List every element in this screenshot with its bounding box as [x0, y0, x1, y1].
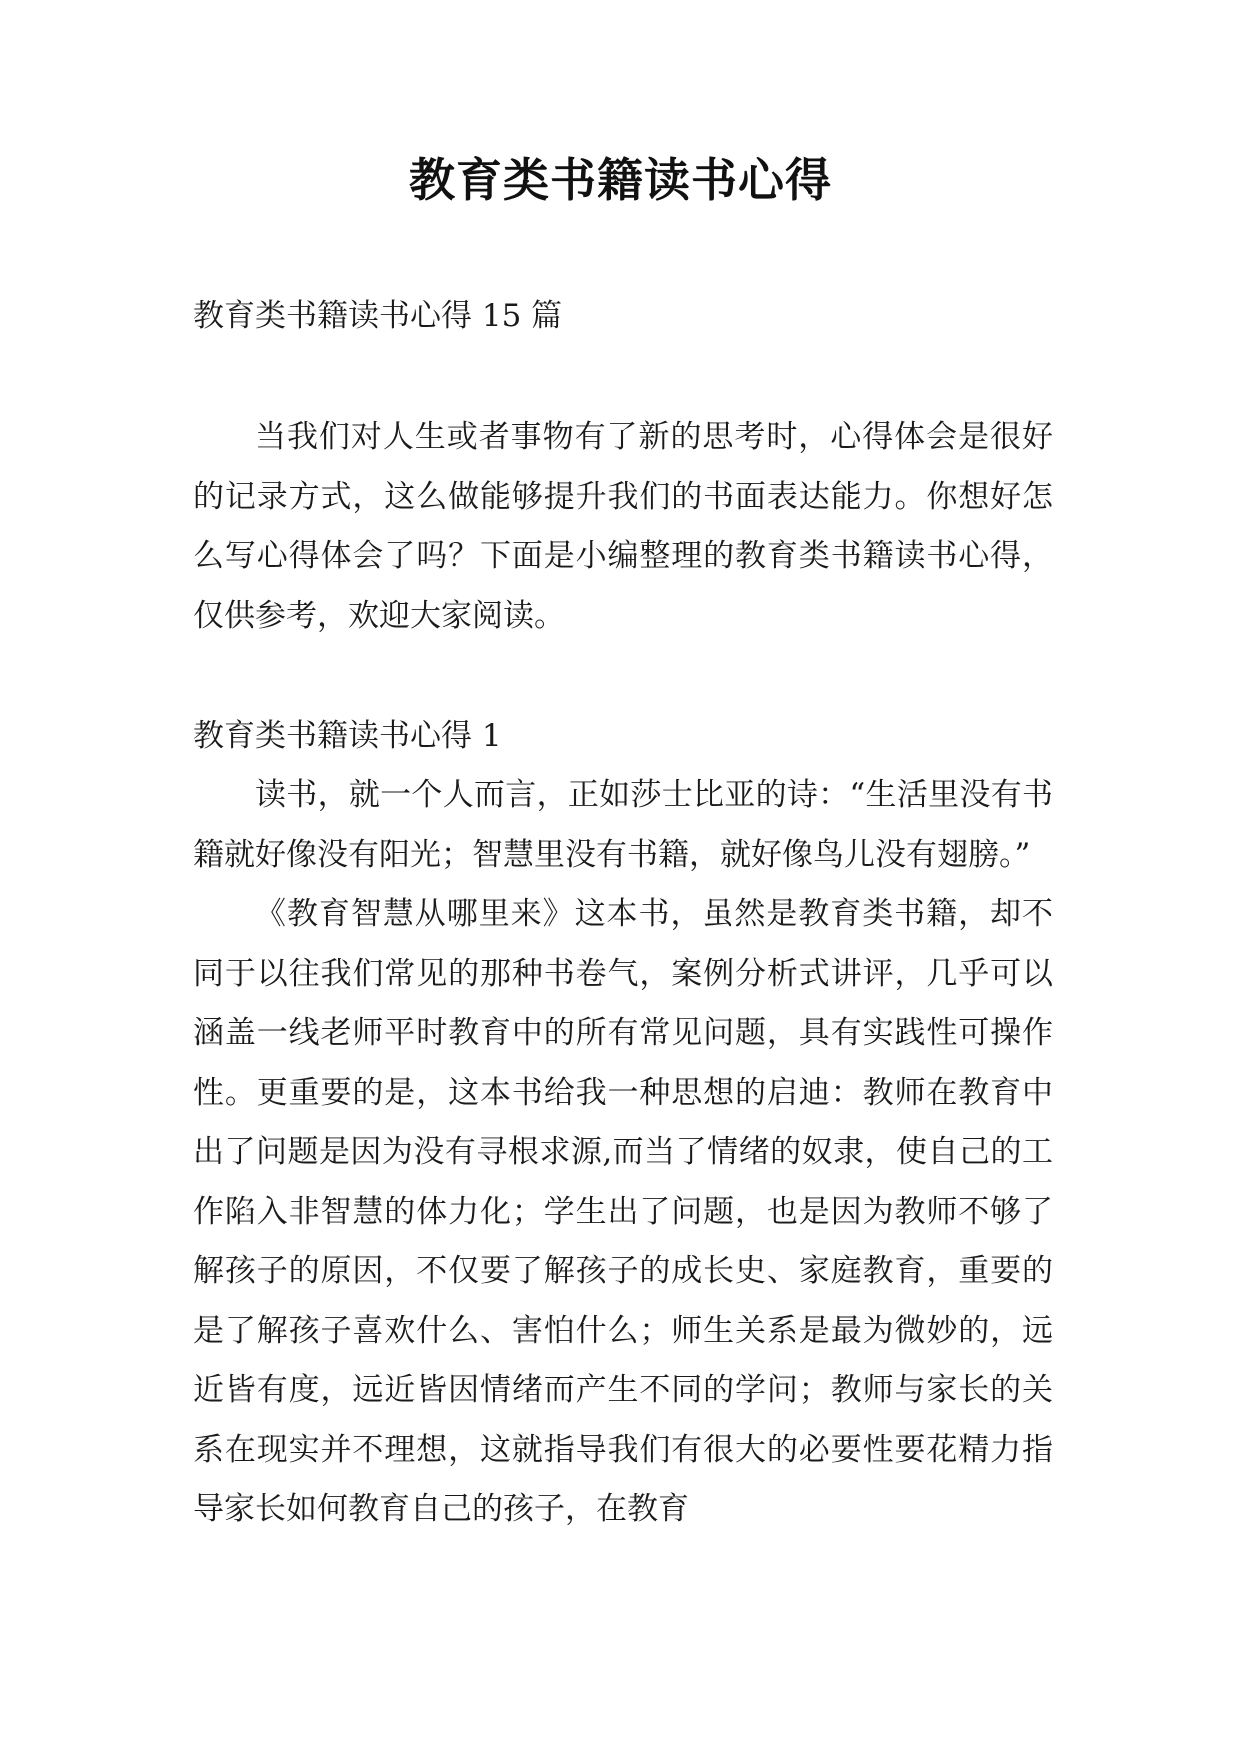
- document-subtitle: 教育类书籍读书心得 15 篇: [193, 298, 563, 334]
- section-paragraph: 读书，就一个人而言，正如莎士比亚的诗：“生活里没有书籍就好像没有阳光；智慧里没有书籍，就好像鸟儿没有翅膀。”: [193, 777, 1053, 873]
- document-body: [193, 286, 1053, 1540]
- document-title: 教育类书籍读书心得: [409, 153, 832, 207]
- intro-paragraph: 当我们对人生或者事物有了新的思考时，心得体会是很好的记录方式，这么做能够提升我们的书面表达能力。你想好怎么写心得体会了吗？下面是小编整理的教育类书籍读书心得，仅供参考，欢迎大家阅读。: [193, 419, 1053, 634]
- section-heading: 教育类书籍读书心得 1: [193, 718, 502, 754]
- section-1: [193, 706, 1053, 1540]
- section-paragraph: 《教育智慧从哪里来》这本书，虽然是教育类书籍，却不同于以往我们常见的那种书卷气，案例分析式讲评，几乎可以涵盖一线老师平时教育中的所有常见问题，具有实践性可操作性。更重要的是，这本书给我一种思想的启迪：教师在教育中出了问题是因为没有寻根求源,而当了情绪的奴隶，使自己的工作陷入非智慧的体力化；学生出了问题，也是因为教师不够了解孩子的原因，不仅要了解孩子的成长史、家庭教育，重要的是了解孩子喜欢什么、害怕什么；师生关系是最为微妙的，远近皆有度，远近皆因情绪而产生不同的学问；教师与家长的关系在现实并不理想，这就指导我们有很大的必要性要花精力指导家长如何教育自己的孩子，在教育: [193, 896, 1053, 1527]
